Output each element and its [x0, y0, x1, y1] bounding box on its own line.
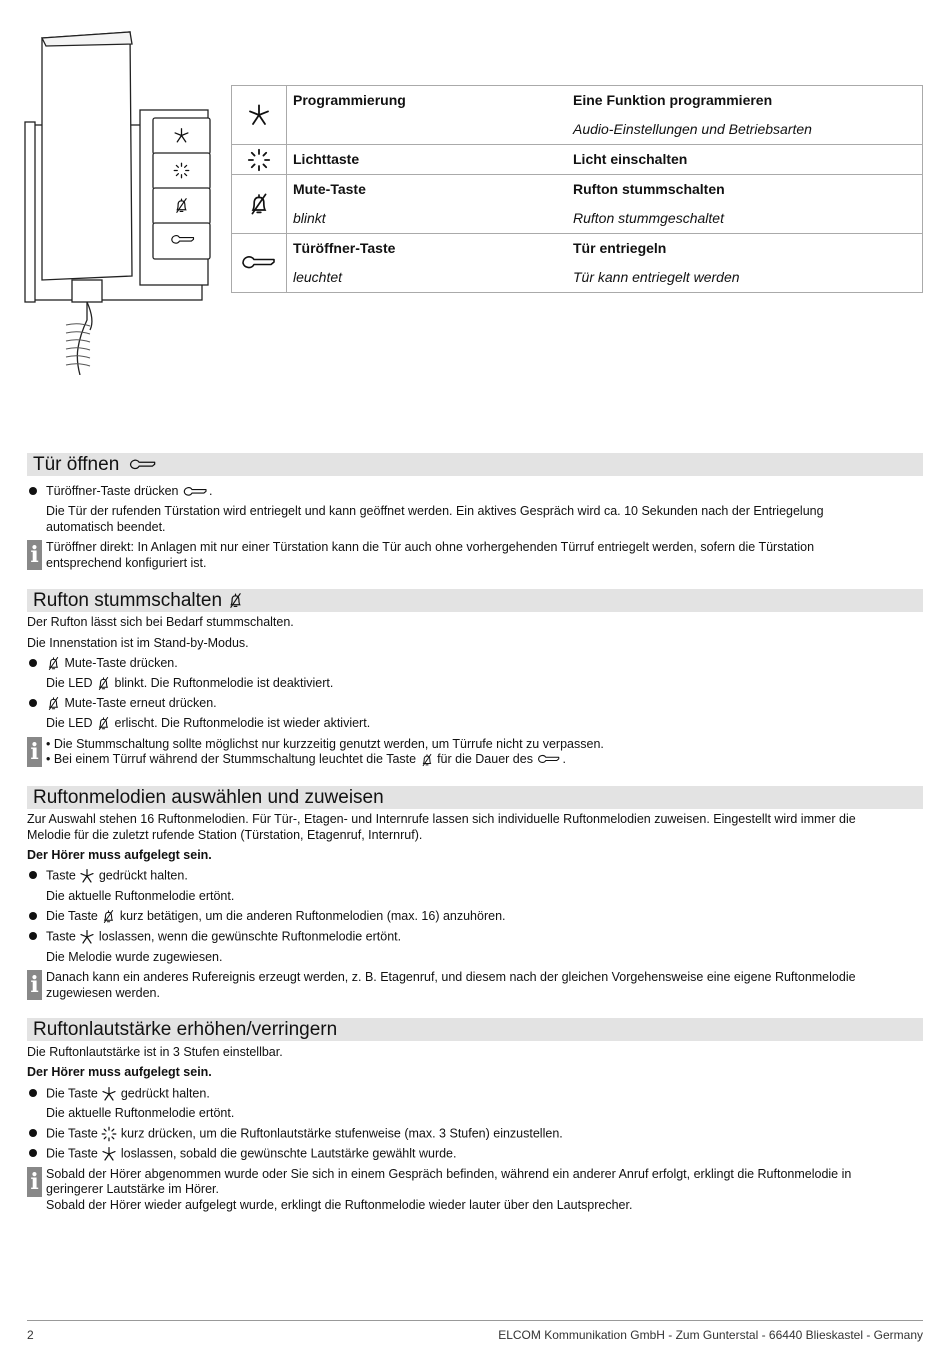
section-title-rufton-stummschalten: Rufton stummschalten: [27, 589, 923, 612]
info-text: zugewiesen werden.: [46, 986, 160, 1000]
function-table-row: [232, 145, 923, 175]
paragraph: Melodie für die zuletzt rufende Station (Türstation, Etagenruf, Internruf).: [27, 828, 423, 842]
bell-mute-icon: [46, 696, 61, 711]
footer-company: ELCOM Kommunikation GmbH - Zum Gunterstal - 66440 Blieskastel - Germany: [498, 1328, 923, 1342]
step-text: Die Taste loslassen, sobald die gewünschte Lautstärke gewählt wurde.: [46, 1146, 457, 1161]
bullet: [29, 932, 37, 940]
light-icon: [101, 1126, 117, 1142]
key-function: Rufton stummschalten: [573, 181, 725, 197]
key-name: Lichttaste: [293, 151, 360, 167]
star-icon: [79, 929, 95, 945]
result-text: Die aktuelle Ruftonmelodie ertönt.: [46, 1106, 235, 1120]
intercom-device-illustration: [20, 30, 215, 375]
key-function: Licht einschalten: [573, 151, 688, 167]
paragraph: Die Innenstation ist im Stand-by-Modus.: [27, 636, 249, 650]
info-icon: i: [27, 540, 42, 570]
info-text: • Die Stummschaltung sollte möglichst nur kurzzeitig genutzt werden, um Türrufe nicht zu verpassen.: [46, 737, 604, 751]
function-table-row: [232, 175, 923, 234]
section-title-ruftonlautstaerke: Ruftonlautstärke erhöhen/verringern: [27, 1018, 923, 1041]
result-text: Die Tür der rufenden Türstation wird entriegelt und kann geöffnet werden. Ein aktives Gespräch wird ca. 10 Sekunden nach der Entriegelung: [46, 504, 824, 518]
result-text: Die LED blinkt. Die Ruftonmelodie ist deaktiviert.: [46, 676, 334, 690]
step-text: Die Taste kurz drücken, um die Ruftonlautstärke stufenweise (max. 3 Stufen) einzustellen.: [46, 1126, 563, 1141]
bell-mute-icon: [101, 909, 116, 924]
bullet: [29, 659, 37, 667]
result-text: Die LED erlischt. Die Ruftonmelodie ist wieder aktiviert.: [46, 716, 371, 730]
step-text: Mute-Taste drücken.: [46, 656, 896, 671]
footer-rule: [27, 1320, 923, 1321]
step-text: Türöffner-Taste drücken .: [46, 484, 213, 498]
result-text: Die Melodie wurde zugewiesen.: [46, 950, 223, 964]
paragraph: Der Rufton lässt sich bei Bedarf stummschalten.: [27, 615, 294, 629]
function-table-row: [232, 86, 923, 145]
result-text: Die aktuelle Ruftonmelodie ertönt.: [46, 889, 235, 903]
bell-mute-icon: [96, 716, 111, 731]
key-name: Türöffner-Taste: [293, 240, 396, 256]
bell-mute-icon: [96, 676, 111, 691]
step-text: Die Taste kurz betätigen, um die anderen Ruftonmelodien (max. 16) anzuhören.: [46, 909, 506, 923]
info-text: Sobald der Hörer wieder aufgelegt wurde, erklingt die Ruftonmelodie wieder lauter über den Lautsprecher.: [46, 1198, 633, 1212]
star-icon: [101, 1086, 117, 1102]
light-icon: [232, 145, 287, 175]
key-name: [287, 115, 567, 144]
key-function: Tür entriegeln: [573, 240, 667, 256]
bullet: [29, 699, 37, 707]
result-text: automatisch beendet.: [46, 520, 166, 534]
paragraph: Die Ruftonlautstärke ist in 3 Stufen einstellbar.: [27, 1045, 283, 1059]
bell-mute-icon: [227, 592, 244, 609]
info-icon: i: [27, 1167, 42, 1197]
bullet: [29, 1149, 37, 1157]
bullet: [29, 912, 37, 920]
bell-mute-icon: [420, 753, 434, 767]
bullet: [29, 1129, 37, 1137]
key-function: Eine Funktion programmieren: [573, 92, 773, 108]
bullet: [29, 1089, 37, 1097]
key-name: Programmierung: [293, 92, 406, 108]
paragraph: Zur Auswahl stehen 16 Ruftonmelodien. Für Tür-, Etagen- und Internrufe lassen sich individuelle Ruftonmelodien zuweisen. Eingestellt wird immer die: [27, 812, 856, 826]
info-text: • Bei einem Türruf während der Stummschaltung leuchtet die Taste für die Dauer des .: [46, 752, 566, 766]
bell-mute-icon: [232, 175, 287, 234]
page-number: 2: [27, 1328, 34, 1342]
step-text: Taste gedrückt halten.: [46, 868, 188, 883]
info-text: entsprechend konfiguriert ist.: [46, 556, 207, 570]
bell-mute-icon: [46, 656, 61, 671]
key-function: Tür kann entriegelt werden: [573, 269, 740, 285]
info-icon: i: [27, 970, 42, 1000]
step-text: Taste loslassen, wenn die gewünschte Ruftonmelodie ertönt.: [46, 929, 402, 944]
info-text: Danach kann ein anderes Rufereignis erzeugt werden, z. B. Etagenruf, und diesem nach der gleichen Vorgehensweise eine eigene Ruftonmelodie: [46, 970, 856, 984]
function-table-row: [232, 234, 923, 293]
star-icon: [232, 86, 287, 145]
key-function: Rufton stummgeschaltet: [573, 210, 724, 226]
key-name: Mute-Taste: [293, 181, 366, 197]
step-text: Mute-Taste erneut drücken.: [46, 696, 896, 711]
key-icon: [129, 457, 157, 473]
function-table: [231, 85, 923, 293]
key-icon: [232, 234, 287, 293]
bullet: [29, 871, 37, 879]
key-name: leuchtet: [293, 269, 343, 285]
key-function: Audio-Einstellungen und Betriebsarten: [573, 121, 812, 137]
key-icon: [182, 485, 209, 499]
bullet: [29, 487, 37, 495]
info-text: geringerer Lautstärke im Hörer.: [46, 1182, 219, 1196]
info-text: Sobald der Hörer abgenommen wurde oder Sie sich in einem Gespräch befinden, während ein anderer Anruf erfolgt, erklingt die Ruftonmelodie in: [46, 1167, 852, 1181]
step-text: Die Taste gedrückt halten.: [46, 1086, 210, 1101]
section-title-ruftonmelodien: Ruftonmelodien auswählen und zuweisen: [27, 786, 923, 809]
precondition: Der Hörer muss aufgelegt sein.: [27, 848, 212, 862]
section-title-tuer-oeffnen: Tür öffnen: [27, 453, 923, 476]
star-icon: [101, 1146, 117, 1162]
info-icon: i: [27, 737, 42, 767]
info-text: Türöffner direkt: In Anlagen mit nur einer Türstation kann die Tür auch ohne vorhergehenden Türruf entriegelt werden, sofern die Türstation: [46, 540, 815, 554]
star-icon: [79, 868, 95, 884]
precondition: Der Hörer muss aufgelegt sein.: [27, 1065, 212, 1079]
key-name: blinkt: [293, 210, 326, 226]
key-icon: [536, 753, 562, 766]
